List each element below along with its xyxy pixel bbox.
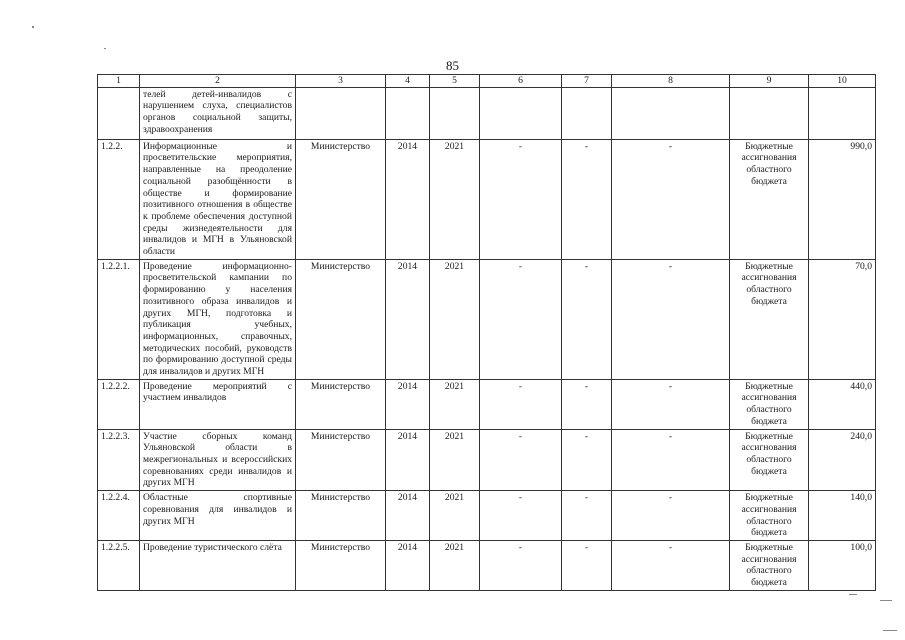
table-row — [98, 491, 876, 541]
cell-col6: - — [480, 429, 562, 491]
funding-source: Бюджетные ассигнования областного бюджета — [730, 139, 809, 259]
cell-col7: - — [562, 491, 612, 541]
measure-title: Информационные и просветительские мероприятия, направленные на преодоление социальной разобщённости в обществе и формирование позитивного отношения в обществе к проблеме обеспечения доступной среды жизнедеятельности для инвалидов и МГН в Ульяновской области — [140, 139, 296, 259]
funding-source: Бюджетные ассигнования областного бюджета — [730, 379, 809, 429]
start-year: 2014 — [386, 259, 430, 379]
start-year: 2014 — [386, 491, 430, 541]
header-cell: 7 — [562, 75, 612, 88]
header-cell: 1 — [98, 75, 140, 88]
cell-col8: - — [612, 379, 730, 429]
measure-title: Проведение мероприятий с участием инвалидов — [140, 379, 296, 429]
end-year: 2021 — [430, 540, 480, 590]
table-row — [98, 429, 876, 491]
cell-col7: - — [562, 429, 612, 491]
row-number — [98, 87, 140, 139]
cell-col7 — [562, 87, 612, 139]
scan-speck — [32, 26, 34, 28]
funding-amount: 140,0 — [809, 491, 876, 541]
cell-col6: - — [480, 139, 562, 259]
table-row — [98, 139, 876, 259]
cell-col8: - — [612, 491, 730, 541]
funding-amount — [809, 87, 876, 139]
executor: Министерство — [296, 491, 386, 541]
cell-col7: - — [562, 139, 612, 259]
row-number: 1.2.2.2. — [98, 379, 140, 429]
header-cell: 10 — [809, 75, 876, 88]
cell-col8: - — [612, 259, 730, 379]
table-row — [98, 379, 876, 429]
start-year — [386, 87, 430, 139]
end-year: 2021 — [430, 429, 480, 491]
scan-speck — [880, 600, 892, 601]
measure-title: Проведение туристического слёта — [140, 540, 296, 590]
executor: Министерство — [296, 259, 386, 379]
funding-amount: 70,0 — [809, 259, 876, 379]
cell-col6: - — [480, 379, 562, 429]
cell-col7: - — [562, 379, 612, 429]
table-row — [98, 87, 876, 139]
cell-col8: - — [612, 139, 730, 259]
header-cell: 2 — [140, 75, 296, 88]
header-cell: 8 — [612, 75, 730, 88]
start-year: 2014 — [386, 540, 430, 590]
executor: Министерство — [296, 139, 386, 259]
executor — [296, 87, 386, 139]
header-cell: 3 — [296, 75, 386, 88]
cell-col6 — [480, 87, 562, 139]
program-table — [97, 74, 876, 591]
start-year: 2014 — [386, 139, 430, 259]
executor: Министерство — [296, 540, 386, 590]
end-year: 2021 — [430, 139, 480, 259]
measure-title: Областные спортивные соревнования для инвалидов и других МГН — [140, 491, 296, 541]
start-year: 2014 — [386, 379, 430, 429]
row-number: 1.2.2. — [98, 139, 140, 259]
start-year: 2014 — [386, 429, 430, 491]
funding-amount: 240,0 — [809, 429, 876, 491]
header-cell: 6 — [480, 75, 562, 88]
row-number: 1.2.2.1. — [98, 259, 140, 379]
funding-source: Бюджетные ассигнования областного бюджета — [730, 429, 809, 491]
cell-col6: - — [480, 491, 562, 541]
funding-source — [730, 87, 809, 139]
cell-col7: - — [562, 540, 612, 590]
executor: Министерство — [296, 379, 386, 429]
measure-title: Проведение информационно-просветительской кампании по формированию у населения позитивного образа инвалидов и других МГН, подготовка и публикация учебных, информационных, справочных, методических пособий, руководств по формированию доступной среды для инвалидов и других МГН — [140, 259, 296, 379]
funding-amount: 990,0 — [809, 139, 876, 259]
scan-speck — [849, 594, 857, 595]
cell-col8: - — [612, 429, 730, 491]
measure-title: телей детей-инвалидов с нарушением слуха, специалистов органов социальной защиты, здравоохранения — [140, 87, 296, 139]
end-year: 2021 — [430, 259, 480, 379]
end-year — [430, 87, 480, 139]
funding-amount: 440,0 — [809, 379, 876, 429]
page-number: 85 — [446, 58, 459, 73]
header-cell: 9 — [730, 75, 809, 88]
funding-amount: 100,0 — [809, 540, 876, 590]
row-number: 1.2.2.3. — [98, 429, 140, 491]
funding-source: Бюджетные ассигнования областного бюджета — [730, 540, 809, 590]
row-number: 1.2.2.5. — [98, 540, 140, 590]
cell-col8 — [612, 87, 730, 139]
header-cell: 4 — [386, 75, 430, 88]
measure-title: Участие сборных команд Ульяновской области в межрегиональных и всероссийских соревнованиях среди инвалидов и других МГН — [140, 429, 296, 491]
funding-source: Бюджетные ассигнования областного бюджета — [730, 491, 809, 541]
scan-speck — [104, 48, 106, 49]
end-year: 2021 — [430, 491, 480, 541]
table-row — [98, 259, 876, 379]
cell-col7: - — [562, 259, 612, 379]
cell-col6: - — [480, 259, 562, 379]
end-year: 2021 — [430, 379, 480, 429]
header-row — [98, 75, 876, 88]
table-row — [98, 540, 876, 590]
cell-col6: - — [480, 540, 562, 590]
funding-source: Бюджетные ассигнования областного бюджета — [730, 259, 809, 379]
cell-col8: - — [612, 540, 730, 590]
scan-speck — [883, 630, 897, 631]
row-number: 1.2.2.4. — [98, 491, 140, 541]
executor: Министерство — [296, 429, 386, 491]
header-cell: 5 — [430, 75, 480, 88]
